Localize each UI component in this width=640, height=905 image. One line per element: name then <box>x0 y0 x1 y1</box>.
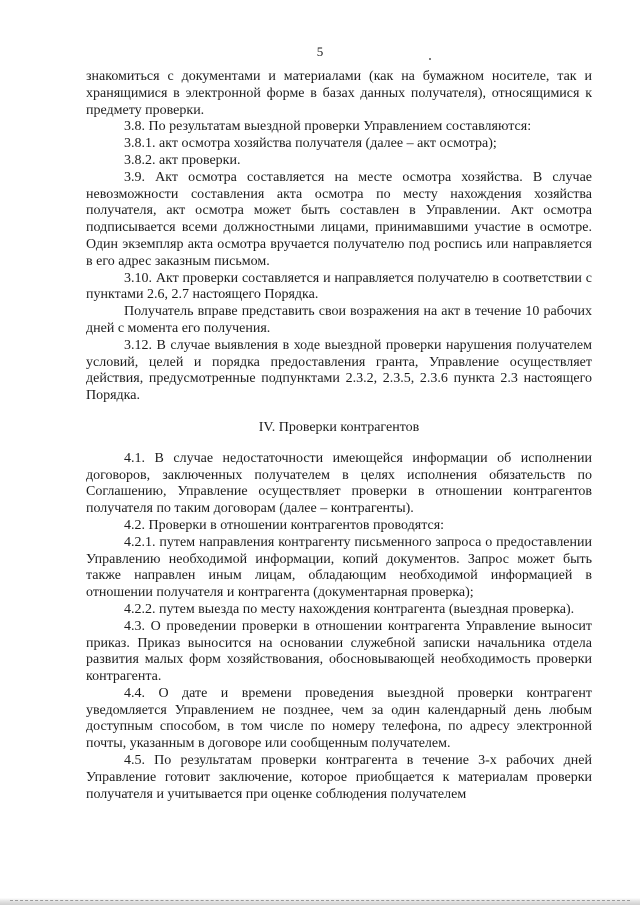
paragraph-4-1: 4.1. В случае недостаточности имеющейся информации об исполнении договоров, заключенных получателем в целях исполнения обязательств по Соглашению, Управление осуществляет проверки в отношении контрагентов получателя по таким договорам (далее – контрагенты). <box>86 450 592 517</box>
document-body <box>86 69 592 803</box>
paragraph-objections: Получатель вправе представить свои возражения на акт в течение 10 рабочих дней с момента его получения. <box>86 304 592 336</box>
paragraph-continuation: знакомиться с документами и материалами (как на бумажном носителе, так и хранящимися в электронной форме в базах данных получателя), относящимися к предмету проверки. <box>86 69 592 118</box>
paragraph-3-8-2: 3.8.2. акт проверки. <box>124 152 241 168</box>
paragraph-4-2: 4.2. Проверки в отношении контрагентов проводятся: <box>124 517 445 533</box>
paragraph-4-2-1: 4.2.1. путем направления контрагенту письменного запроса о предоставлении Управлению необходимой информации, копий документов. Запрос может быть также направлен иным лицам, обладающим необходимой информацией в отношении получателя и контрагента (документарная проверка); <box>86 534 592 601</box>
scan-speck <box>429 58 431 60</box>
paragraph-4-4: 4.4. О дате и времени проведения выездной проверки контрагент уведомляется Управлением не позднее, чем за один календарный день любым доступным способом, в том числе по номеру телефона, по адресу электронной почты, указанным в договоре или сообщенным получателем. <box>86 685 592 752</box>
scan-artifact-marks <box>10 900 630 903</box>
paragraph-4-5: 4.5. По результатам проверки контрагента в течение 3-х рабочих дней Управление готовит заключение, которое приобщается к материалам проверки получателя и учитывается при оценке соблюдения получателем <box>86 753 592 802</box>
paragraph-3-9: 3.9. Акт осмотра составляется на месте осмотра хозяйства. В случае невозможности составления акта осмотра по месту нахождения хозяйства получателя, акт осмотра может быть составлен в Управлении. Акт осмотра подписывается всеми должностными лицами, принимавшими участие в осмотре. Один экземпляр акта осмотра вручается получателю под роспись или направляется в его адрес заказным письмом. <box>86 169 592 269</box>
paragraph-3-12: 3.12. В случае выявления в ходе выездной проверки нарушения получателем условий, целей и порядка предоставления гранта, Управление осуществляет действия, предусмотренные подпунктами 2.3.2, 2.3.5, 2.3.6 пункта 2.3 настоящего Порядка. <box>86 337 592 404</box>
section-title: IV. Проверки контрагентов <box>258 419 420 435</box>
paragraph-3-10: 3.10. Акт проверки составляется и направляется получателю в соответствии с пунктами 2.6, 2.7 настоящего Порядка. <box>86 270 592 303</box>
page-number: 5 <box>316 44 324 59</box>
paragraph-3-8-1: 3.8.1. акт осмотра хозяйства получателя (далее – акт осмотра); <box>124 136 497 152</box>
paragraph-4-2-2: 4.2.2. путем выезда по месту нахождения контрагента (выездная проверка). <box>124 601 575 617</box>
paragraph-3-8: 3.8. По результатам выездной проверки Управлением составляются: <box>124 119 532 135</box>
scan-bottom-edge <box>0 898 640 905</box>
paragraph-4-3: 4.3. О проведении проверки в отношении контрагента Управление выносит приказ. Приказ выносится на основании служебной записки начальника отдела развития малых форм хозяйствования, обосновывающей необходимость проверки контрагента. <box>86 618 592 685</box>
